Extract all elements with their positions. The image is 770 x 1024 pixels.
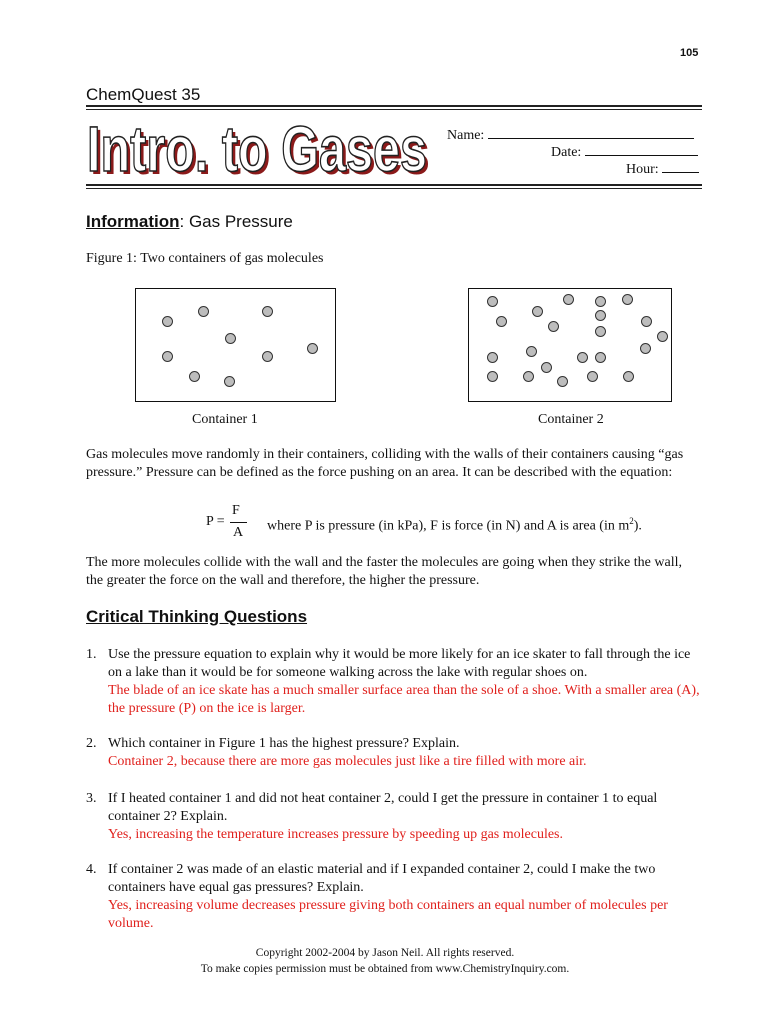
pressure-paragraph: The more molecules collide with the wall and the faster the molecules are going when they strike the wall, the greater the force on the wall and therefore, the higher the pressure. xyxy=(86,555,682,588)
header-rule-top-thin xyxy=(86,109,702,110)
question-text: Use the pressure equation to explain why it would be more likely for an ice skater to fall through the ice on a lake than it would be for someone walking across the lake with regular shoes on. xyxy=(108,647,691,680)
gas-molecule xyxy=(557,376,568,387)
gas-molecule xyxy=(162,351,173,362)
banner-title-text: Intro. to Gases xyxy=(87,114,427,184)
equation-description xyxy=(267,516,642,535)
equation-description-exponent: 2 xyxy=(629,516,634,526)
banner-title xyxy=(86,114,438,184)
gas-molecule xyxy=(526,346,537,357)
container-1-label: Container 1 xyxy=(192,412,258,427)
question-text: Which container in Figure 1 has the highest pressure? Explain. xyxy=(108,736,460,751)
ctq-heading: Critical Thinking Questions xyxy=(86,607,308,626)
gas-molecule xyxy=(622,294,633,305)
gas-molecule xyxy=(532,306,543,317)
equation-denominator: A xyxy=(233,525,244,540)
gas-molecule xyxy=(595,352,606,363)
header-rule-bottom xyxy=(86,184,702,186)
question-number: 2. xyxy=(86,736,97,751)
date-blank[interactable] xyxy=(585,141,698,156)
gas-molecule xyxy=(189,371,200,382)
question-text: If container 2 was made of an elastic material and if I expanded container 2, could I make the two containers have equal gas pressures? Explain. xyxy=(108,862,656,895)
info-heading-topic: : Gas Pressure xyxy=(179,212,293,231)
gas-molecule xyxy=(595,326,606,337)
equation-lhs: P = xyxy=(206,514,225,529)
gas-molecule xyxy=(307,343,318,354)
equation-description-end: ). xyxy=(633,518,642,534)
name-blank[interactable] xyxy=(488,124,694,139)
gas-molecule xyxy=(595,296,606,307)
question-3 xyxy=(86,790,702,844)
gas-molecule xyxy=(162,316,173,327)
gas-molecule xyxy=(541,362,552,373)
header-rule-top xyxy=(86,105,702,107)
hour-blank[interactable] xyxy=(662,158,699,173)
gas-molecule xyxy=(587,371,598,382)
answer-text: Container 2, because there are more gas molecules just like a tire filled with more air. xyxy=(108,754,587,769)
answer-text: The blade of an ice skate has a much smaller surface area than the sole of a shoe. With a smaller area (A), the pressure (P) on the ice is larger. xyxy=(108,683,700,716)
container-2 xyxy=(468,288,672,402)
info-heading xyxy=(86,212,293,232)
gas-molecule xyxy=(262,306,273,317)
gas-molecule xyxy=(487,296,498,307)
header-rule-bottom-thin xyxy=(86,188,702,189)
figure-caption: Figure 1: Two containers of gas molecules xyxy=(86,251,324,266)
question-number: 1. xyxy=(86,647,97,662)
question-2 xyxy=(86,735,702,771)
permission-line: To make copies permission must be obtained from www.ChemistryInquiry.com. xyxy=(200,963,570,975)
question-number: 4. xyxy=(86,862,97,877)
gas-molecule xyxy=(641,316,652,327)
gas-molecule xyxy=(640,343,651,354)
question-text: If I heated container 1 and did not heat container 2, could I get the pressure in container 1 to equal container 2? Explain. xyxy=(108,791,658,824)
date-label: Date: xyxy=(551,145,582,160)
info-heading-keyword: Information xyxy=(86,212,180,231)
gas-molecule xyxy=(577,352,588,363)
gas-molecule xyxy=(595,310,606,321)
hour-label: Hour: xyxy=(626,162,659,177)
gas-molecule xyxy=(224,376,235,387)
gas-molecule xyxy=(262,351,273,362)
gas-molecule xyxy=(496,316,507,327)
gas-molecule xyxy=(623,371,634,382)
gas-molecule xyxy=(523,371,534,382)
banner-title-shadow: Intro. to Gases xyxy=(90,116,430,184)
page-number: 105 xyxy=(680,47,699,59)
name-label: Name: xyxy=(447,128,485,143)
gas-molecule xyxy=(548,321,559,332)
answer-text: Yes, increasing volume decreases pressure giving both containers an equal number of molecules per volume. xyxy=(108,898,668,931)
equation-description-text: where P is pressure (in kPa), F is force (in N) and A is area (in m xyxy=(267,518,630,534)
container-2-label: Container 2 xyxy=(538,412,604,427)
gas-molecule xyxy=(563,294,574,305)
gas-molecule xyxy=(225,333,236,344)
gas-molecule xyxy=(198,306,209,317)
intro-paragraph: Gas molecules move randomly in their containers, colliding with the walls of their containers causing “gas pressure.” Pressure can be defined as the force pushing on an area. It can be described with the equation: xyxy=(86,447,684,480)
copyright-line: Copyright 2002-2004 by Jason Neil. All rights reserved. xyxy=(255,947,515,959)
gas-molecule xyxy=(657,331,668,342)
question-4 xyxy=(86,861,702,933)
equation-fraction-bar xyxy=(230,522,247,523)
hour-field xyxy=(626,158,699,178)
question-number: 3. xyxy=(86,791,97,806)
question-1 xyxy=(86,646,702,718)
answer-text: Yes, increasing the temperature increases pressure by speeding up gas molecules. xyxy=(108,827,563,842)
gas-molecule xyxy=(487,371,498,382)
series-title: ChemQuest 35 xyxy=(86,85,201,104)
equation-numerator: F xyxy=(232,503,240,518)
container-1 xyxy=(135,288,336,402)
gas-molecule xyxy=(487,352,498,363)
